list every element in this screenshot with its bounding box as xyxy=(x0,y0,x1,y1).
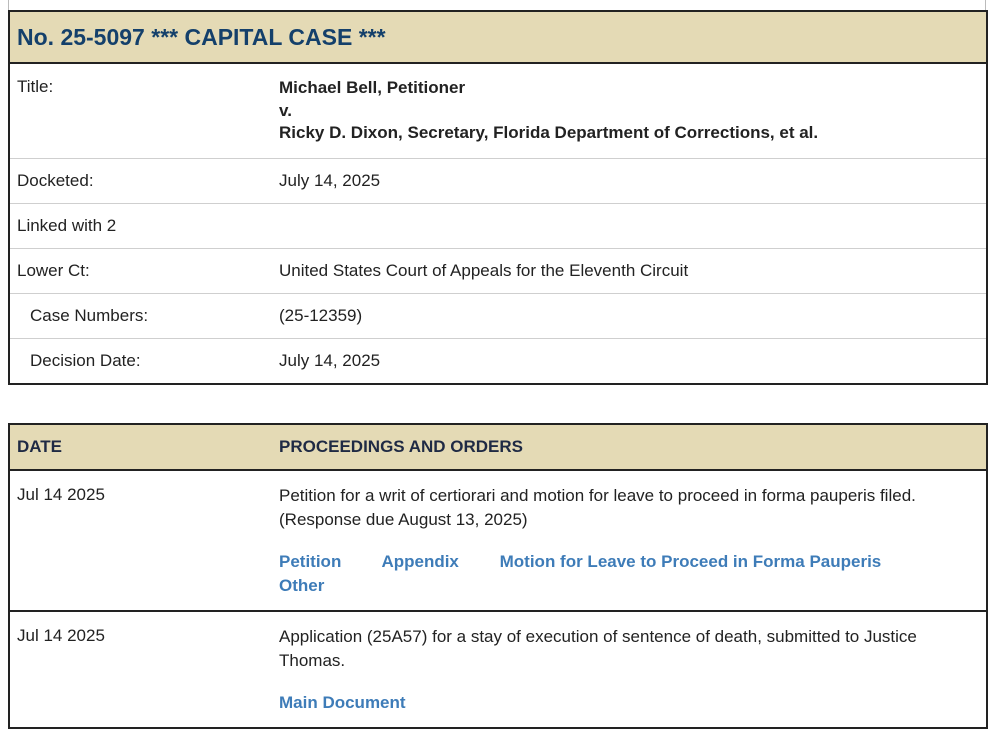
docketed-label: Docketed: xyxy=(9,158,271,203)
linked-cases-label: Linked with 2 xyxy=(9,203,271,248)
proceeding-entry xyxy=(9,470,987,611)
entry-content xyxy=(271,470,987,611)
linked-cases-value xyxy=(271,203,987,248)
case-title xyxy=(271,63,987,158)
entry-description: Application (25A57) for a stay of execution of sentence of death, submitted to Justice Thomas. xyxy=(279,627,917,670)
case-header-row xyxy=(9,11,987,63)
main-document-link[interactable]: Main Document xyxy=(279,693,406,712)
case-numbers-value: (25-12359) xyxy=(271,293,987,338)
case-number-heading: No. 25-5097 *** CAPITAL CASE *** xyxy=(9,11,987,63)
petition-link[interactable]: Petition xyxy=(279,552,342,571)
document-links xyxy=(279,691,956,715)
case-numbers-label: Case Numbers: xyxy=(9,293,271,338)
title-label: Title: xyxy=(9,63,271,158)
lower-court-row xyxy=(9,248,987,293)
case-info-table xyxy=(8,10,988,385)
appendix-link[interactable]: Appendix xyxy=(381,552,459,571)
entry-date: Jul 14 2025 xyxy=(17,626,105,645)
linked-row xyxy=(9,203,987,248)
entry-description: Petition for a writ of certiorari and motion for leave to proceed in forma pauperis filed. (Response due August 13, 2025) xyxy=(279,486,916,529)
proceedings-table xyxy=(8,423,988,729)
ifp-motion-link[interactable]: Motion for Leave to Proceed in Forma Pauperis xyxy=(499,552,882,571)
proceedings-header-row xyxy=(9,424,987,470)
versus-text: v. xyxy=(279,100,292,120)
proceeding-entry xyxy=(9,611,987,728)
other-link[interactable]: Other xyxy=(279,576,325,595)
lower-court-value: United States Court of Appeals for the Eleventh Circuit xyxy=(271,248,987,293)
case-numbers-row xyxy=(9,293,987,338)
lower-court-label: Lower Ct: xyxy=(9,248,271,293)
document-links xyxy=(279,550,956,598)
petitioner-name: Michael Bell, Petitioner xyxy=(279,78,466,97)
previous-section-edge xyxy=(8,0,986,10)
decision-date-row xyxy=(9,338,987,384)
entry-content xyxy=(271,611,987,728)
date-column-header: DATE xyxy=(9,424,271,470)
decision-date-label: Decision Date: xyxy=(30,350,141,370)
entry-date: Jul 14 2025 xyxy=(9,470,271,611)
proceedings-column-header: PROCEEDINGS AND ORDERS xyxy=(271,424,987,470)
docketed-row xyxy=(9,158,987,203)
decision-date-value: July 14, 2025 xyxy=(279,350,381,370)
docketed-value: July 14, 2025 xyxy=(271,158,987,203)
respondent-name: Ricky D. Dixon, Secretary, Florida Department of Corrections, et al. xyxy=(279,123,819,142)
title-row xyxy=(9,63,987,158)
